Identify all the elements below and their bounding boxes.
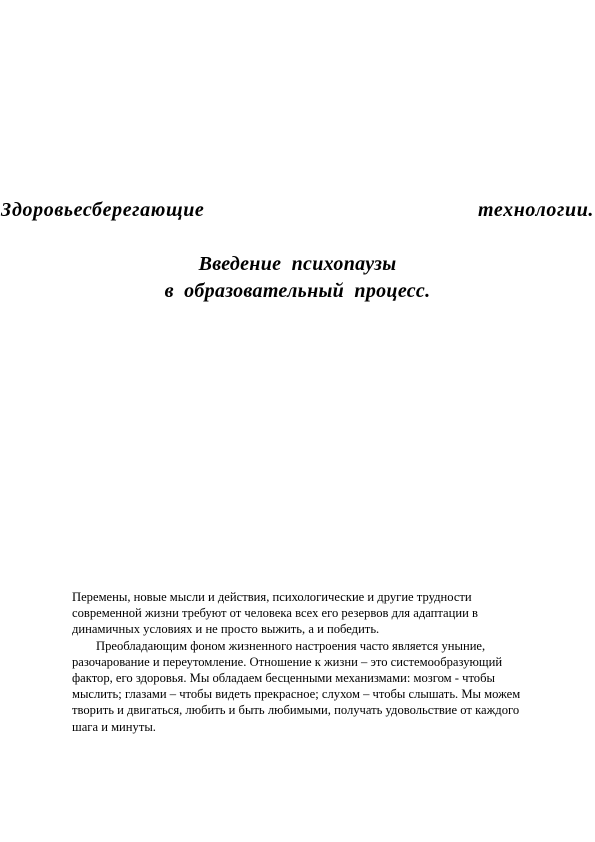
- body-text: [72, 589, 532, 735]
- paragraph-1: Перемены, новые мысли и действия, психологические и другие трудности современной жизни требуют от человека всех его резервов для адаптации в динамичных условиях и не просто выжить, а и победить.: [72, 590, 478, 637]
- title-line-1: Здоровьесберегающие технологии.: [0, 199, 595, 221]
- title-line-3: в образовательный процесс.: [164, 280, 431, 302]
- title-line-2: Введение психопаузы: [198, 253, 397, 275]
- paragraph-2: Преобладающим фоном жизненного настроения часто является уныние, разочарование и переутомление. Отношение к жизни – это системообразующий фактор, его здоровья. Мы обладаем бесценными механизмами: мозгом - чтобы мыслить; глазами – чтобы видеть прекрасное; слухом – чтобы слышать. Мы можем творить и двигаться, любить и быть любимыми, получать удовольствие от каждого шага и минуты.: [72, 638, 521, 734]
